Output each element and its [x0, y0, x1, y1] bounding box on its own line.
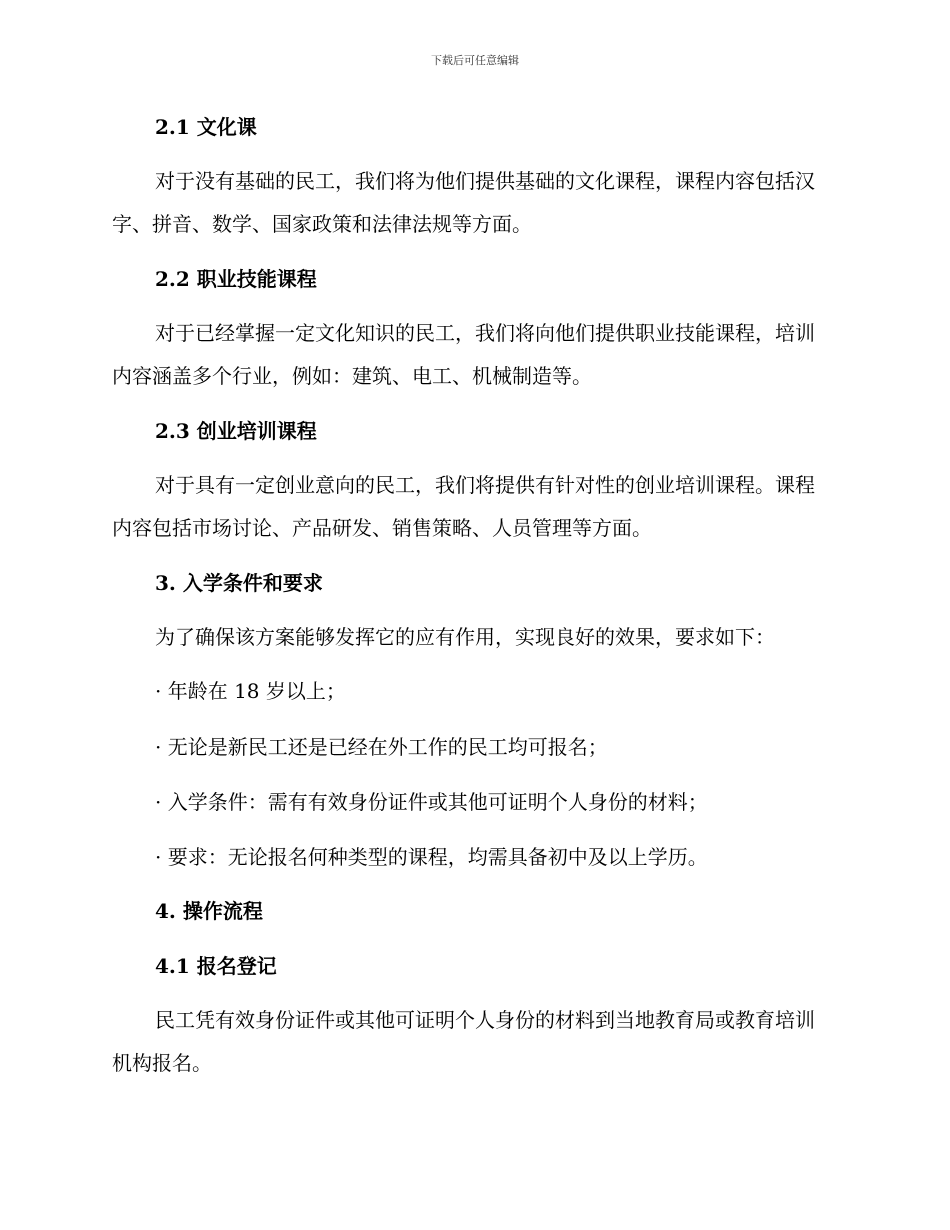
section-heading-3: 3. 入学条件和要求 [155, 571, 323, 595]
section-heading-4: 4. 操作流程 [155, 899, 263, 923]
requirement-item: · 要求：无论报名何种类型的课程，均需具备初中及以上学历。 [155, 845, 708, 869]
requirements-intro: 为了确保该方案能够发挥它的应有作用，实现良好的效果，要求如下： [155, 625, 775, 649]
section-heading-4-1: 4.1 报名登记 [155, 954, 277, 978]
requirement-item: · 无论是新民工还是已经在外工作的民工均可报名； [155, 735, 608, 759]
section-heading-2-2: 2.2 职业技能课程 [155, 267, 317, 291]
section-body-2-1: 对于没有基础的民工，我们将为他们提供基础的文化课程，课程内容包括汉字、拼音、数学、国家政策和法律法规等方面。 [112, 169, 815, 236]
section-heading-2-3: 2.3 创业培训课程 [155, 419, 317, 443]
section-heading-2-1: 2.1 文化课 [155, 115, 257, 139]
requirement-item: · 年龄在 18 岁以上； [155, 679, 346, 703]
section-body-2-2: 对于已经掌握一定文化知识的民工，我们将向他们提供职业技能课程，培训内容涵盖多个行业，例如：建筑、电工、机械制造等。 [112, 321, 815, 388]
section-body-4-1: 民工凭有效身份证件或其他可证明个人身份的材料到当地教育局或教育培训机构报名。 [112, 1008, 815, 1075]
header-note: 下载后可任意编辑 [431, 54, 519, 67]
section-body-2-3: 对于具有一定创业意向的民工，我们将提供有针对性的创业培训课程。课程内容包括市场讨论、产品研发、销售策略、人员管理等方面。 [112, 473, 815, 540]
requirement-item: · 入学条件：需有有效身份证件或其他可证明个人身份的材料； [155, 790, 708, 814]
